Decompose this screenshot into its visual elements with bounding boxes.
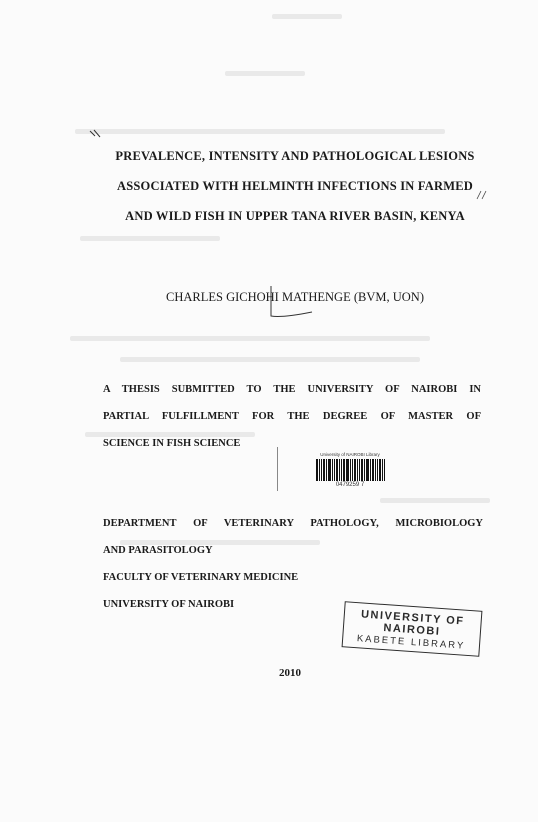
divider-line [277,447,278,491]
barcode-bar [379,459,381,481]
barcode-bar [375,459,376,481]
statement-line: SCIENCE IN FISH SCIENCE [103,438,241,449]
barcode-bar [354,459,356,481]
barcode-bar [328,459,331,481]
barcode-bar [370,459,371,481]
barcode-bar [346,459,349,481]
thesis-statement [103,376,481,457]
title-line: PREVALENCE, INTENSITY AND PATHOLOGICAL LESIONS [115,149,475,163]
faculty-line: FACULTY OF VETERINARY MEDICINE [103,572,299,583]
thesis-title [100,141,490,231]
barcode-bar [323,459,325,481]
barcode-bar [359,459,360,481]
barcode-number: 0479259 7 [335,482,365,488]
statement-line: A THESIS SUBMITTED TO THE UNIVERSITY OF NAIROBI IN [103,384,481,395]
library-barcode [308,452,392,488]
barcode-bar [321,459,322,481]
barcode-bars [308,459,392,481]
barcode-bar [341,459,342,481]
barcode-bar [382,459,383,481]
barcode-bar [339,459,340,481]
department-line: AND PARASITOLOGY [103,545,213,556]
statement-line: PARTIAL FULFILLMENT FOR THE DEGREE OF MASTER OF [103,411,481,422]
barcode-bar [372,459,374,481]
barcode-bar [364,459,365,481]
stamp-line: KABETE LIBRARY [356,633,466,652]
barcode-bar [336,459,338,481]
barcode-bar [332,459,333,481]
title-line: AND WILD FISH IN UPPER TANA RIVER BASIN, KENYA [125,209,465,223]
affiliation-block [103,510,483,618]
pen-tick-mark [88,128,104,142]
stamp-line: UNIVERSITY OF NAIROBI [360,608,465,638]
barcode-bar [384,459,385,481]
barcode-bar [377,459,378,481]
thesis-year: 2010 [279,667,301,679]
barcode-bar [334,459,335,481]
title-line: ASSOCIATED WITH HELMINTH INFECTIONS IN FARMED [117,179,473,193]
barcode-bar [361,459,363,481]
barcode-bar [366,459,369,481]
barcode-bar [319,459,320,481]
department-line: DEPARTMENT OF VETERINARY PATHOLOGY, MICROBIOLOGY [103,518,483,529]
barcode-bar [316,459,318,481]
barcode-bar [326,459,327,481]
barcode-bar [343,459,345,481]
barcode-bar [350,459,351,481]
barcode-bar [357,459,358,481]
barcode-bar [352,459,353,481]
university-line: UNIVERSITY OF NAIROBI [103,599,235,610]
author-name: CHARLES GICHOHI MATHENGE (BVM, UON) [166,290,424,304]
library-stamp [342,601,483,657]
barcode-label: University of NAIROBI Library [320,452,380,457]
